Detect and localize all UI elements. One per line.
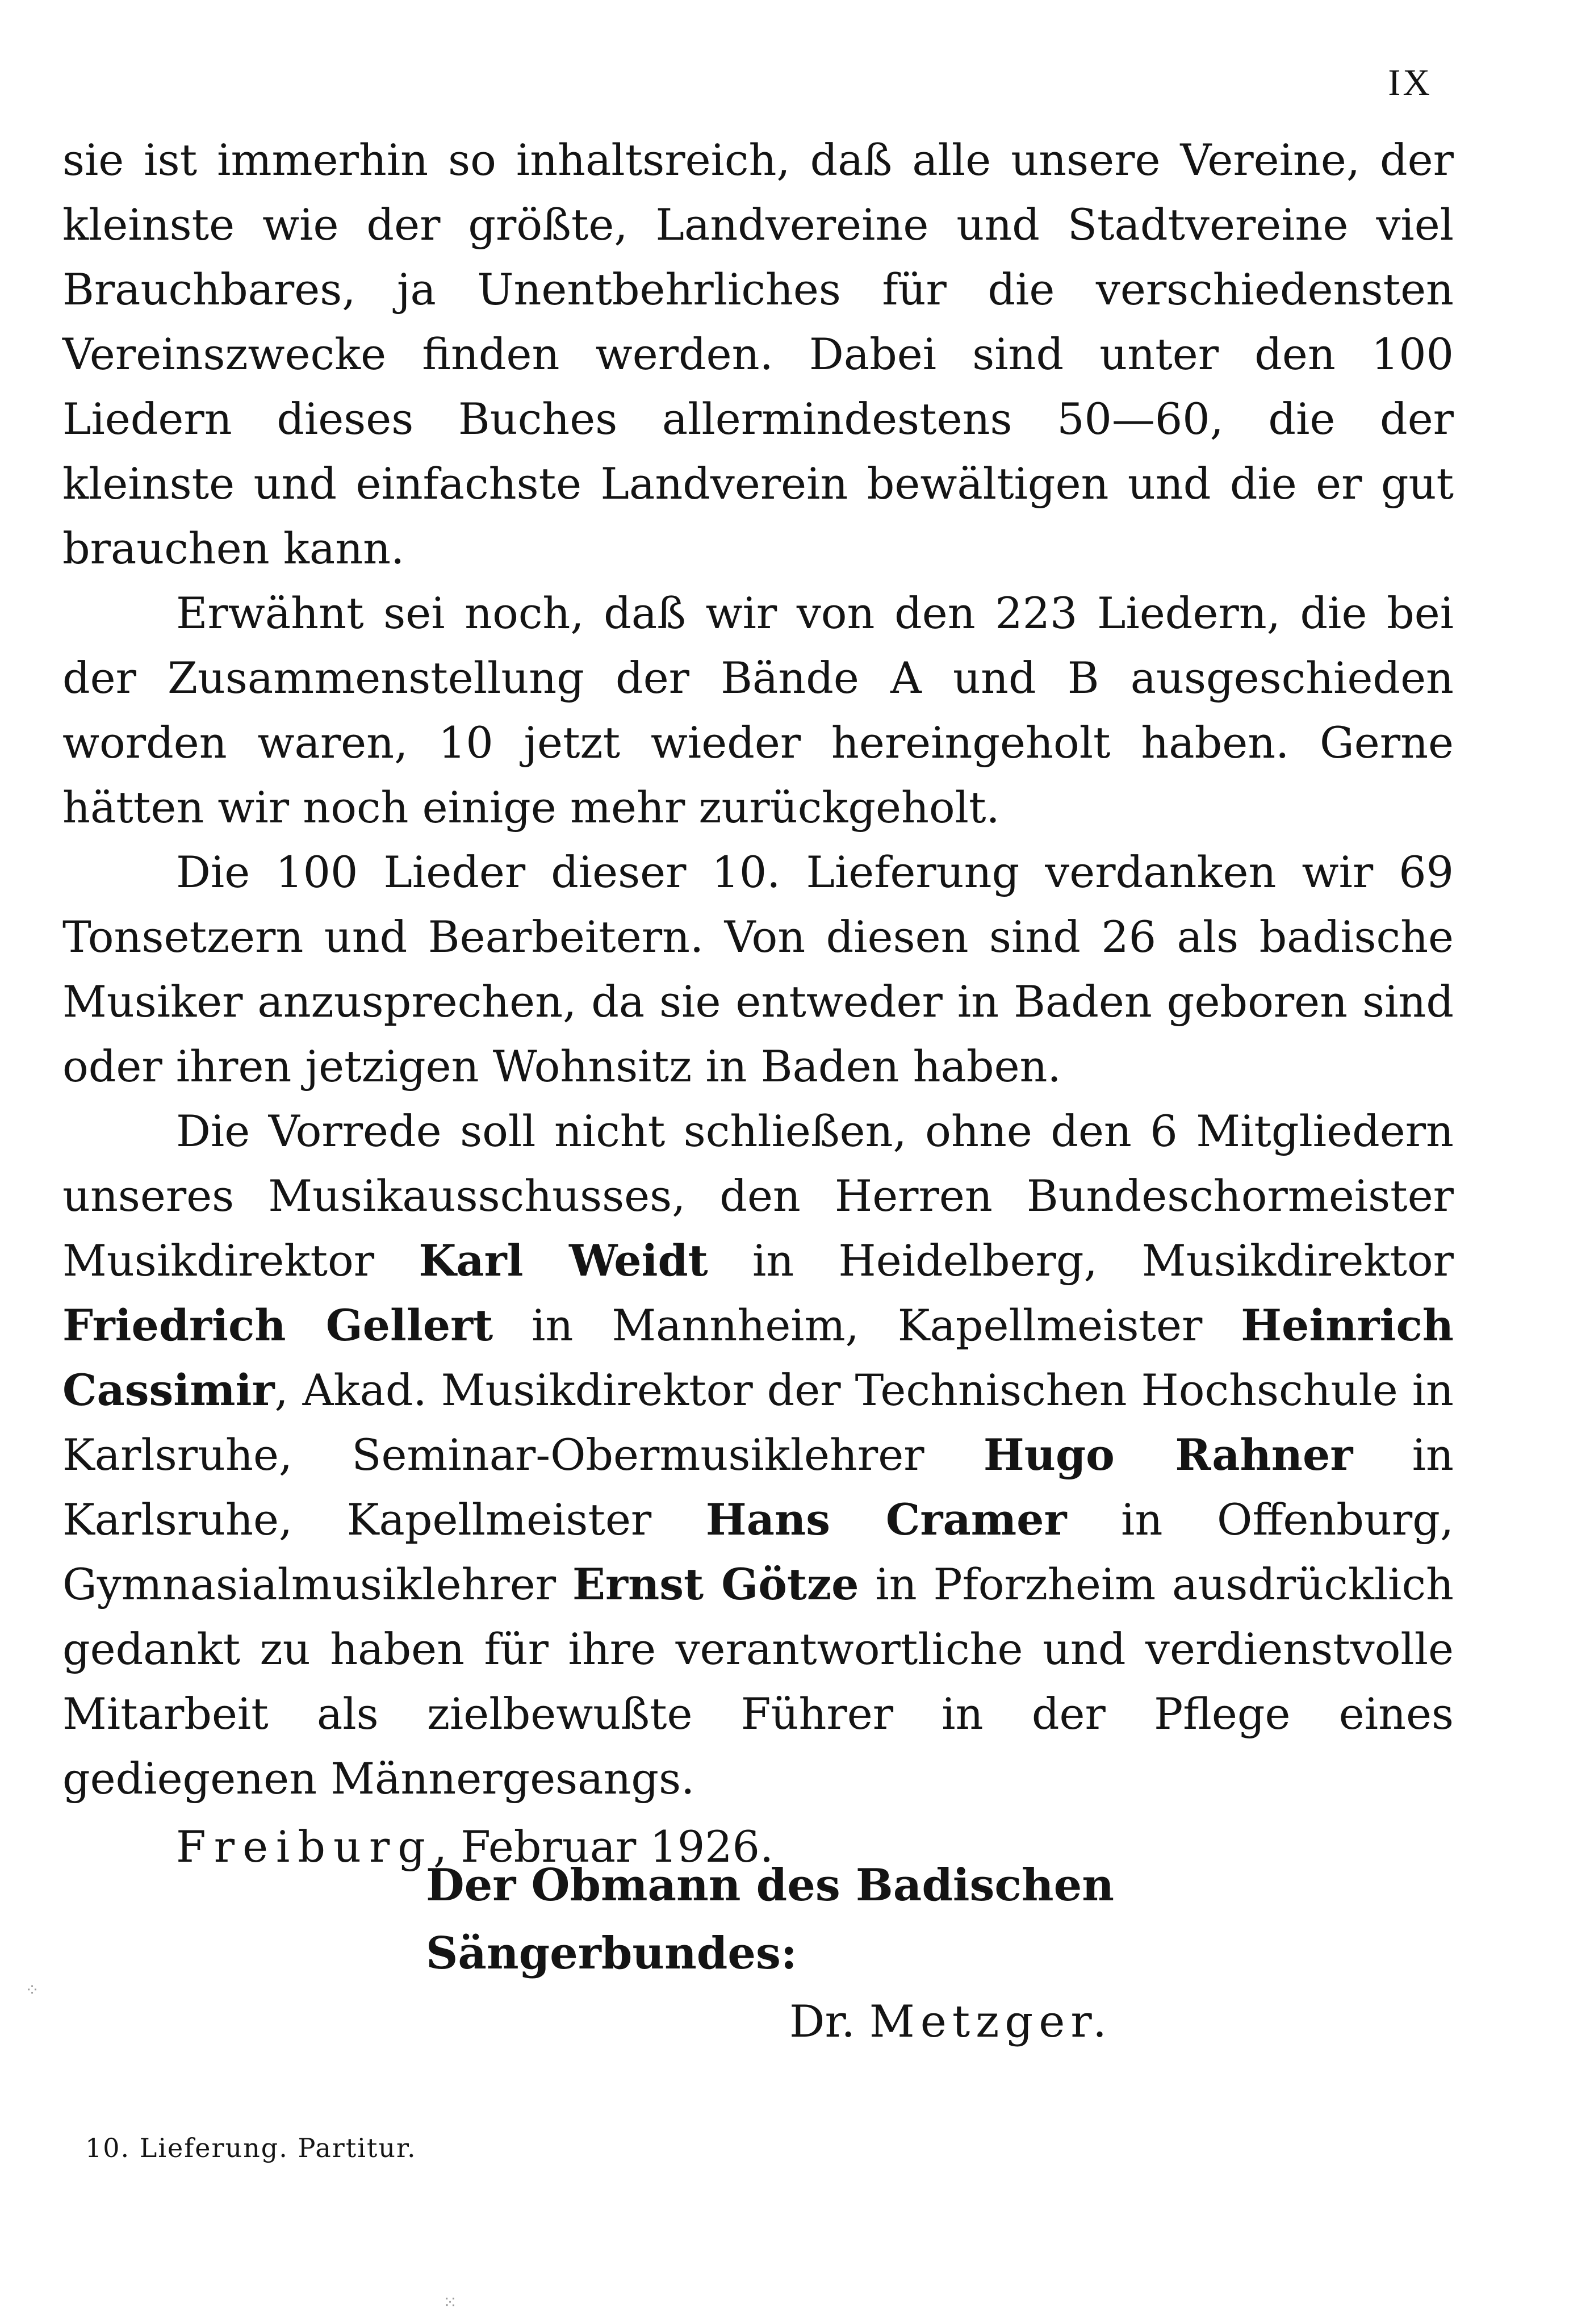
page-number: IX — [1388, 62, 1432, 103]
signature-title: Der Obmann des Badischen Sängerbundes: — [426, 1859, 1114, 1979]
text-segment: in Pforzheim ausdrücklich gedankt zu haben für ihre verantwortliche und verdienstvolle Mitarbeit als zielbewußte Führer in der Pflege eines gediegenen Männergesangs. — [62, 1559, 1454, 1804]
text-segment: sie ist immerhin so inhaltsreich, daß alle unsere Vereine, der kleinste wie der größte, Landvereine und Stadtvereine viel Brauchbares, ja Unentbehrliches für die verschiedensten Vereinszwecke finden werden. Dabei sind unter den 100 Liedern dieses Buches allermindestens 50—60, die der kleinste und einfachste Landverein bewältigen und die er gut brauchen kann. — [62, 135, 1454, 574]
person-name-ernst-goetze: Ernst Götze — [572, 1559, 859, 1610]
signature-name: Metzger. — [869, 1996, 1112, 2047]
paper-speck: ⁙ — [443, 2293, 458, 2313]
person-name-friedrich-gellert: Friedrich Gellert — [62, 1300, 493, 1351]
person-name-heinrich-cassimir: Heinrich Cassimir — [62, 1300, 1454, 1415]
paragraph-2 — [62, 581, 1454, 840]
dateline-date: , Februar 1926. — [433, 1821, 774, 1872]
signature-block — [426, 1851, 1448, 2056]
footer-note: 10. Lieferung. Partitur. — [85, 2133, 417, 2163]
text-segment: in Karlsruhe, Kapellmeister — [62, 1429, 1454, 1545]
paragraph-1 — [62, 128, 1454, 581]
signature-name-line — [789, 1988, 1448, 2056]
text-segment: Erwähnt sei noch, daß wir von den 223 Liedern, die bei der Zusammenstellung der Bände A und B ausgeschieden worden waren, 10 jetzt wieder hereingeholt haben. Gerne hätten wir noch einige mehr zurückgeholt. — [62, 588, 1454, 833]
paragraph-4 — [62, 1099, 1454, 1811]
signature-prefix: Dr. — [789, 1996, 869, 2047]
text-segment: , Akad. Musikdirektor der Technischen Hochschule in Karlsruhe, Seminar-Obermusiklehrer — [62, 1365, 1454, 1480]
dateline-place: Freiburg — [176, 1821, 433, 1872]
body-text — [62, 128, 1454, 1879]
text-segment: in Offenburg, Gymnasialmusiklehrer — [62, 1494, 1454, 1610]
paper-speck: ⁘ — [25, 1980, 40, 2000]
paragraph-3 — [62, 840, 1454, 1099]
person-name-hans-cramer: Hans Cramer — [705, 1494, 1067, 1545]
person-name-hugo-rahner: Hugo Rahner — [983, 1429, 1353, 1480]
text-segment: Die 100 Lieder dieser 10. Lieferung verdanken wir 69 Tonsetzern und Bearbeitern. Von diesen sind 26 als badische Musiker anzusprechen, da sie entweder in Baden geboren sind oder ihren jetzigen Wohnsitz in Baden haben. — [62, 847, 1454, 1092]
text-segment: in Heidelberg, Musikdirektor — [708, 1235, 1454, 1286]
text-segment: Die Vorrede soll nicht schließen, ohne den 6 Mitgliedern unseres Musikausschusses, den Herren Bundeschormeister Musikdirektor — [62, 1106, 1454, 1286]
text-segment: in Mannheim, Kapellmeister — [493, 1300, 1241, 1351]
person-name-karl-weidt: Karl Weidt — [419, 1235, 708, 1286]
